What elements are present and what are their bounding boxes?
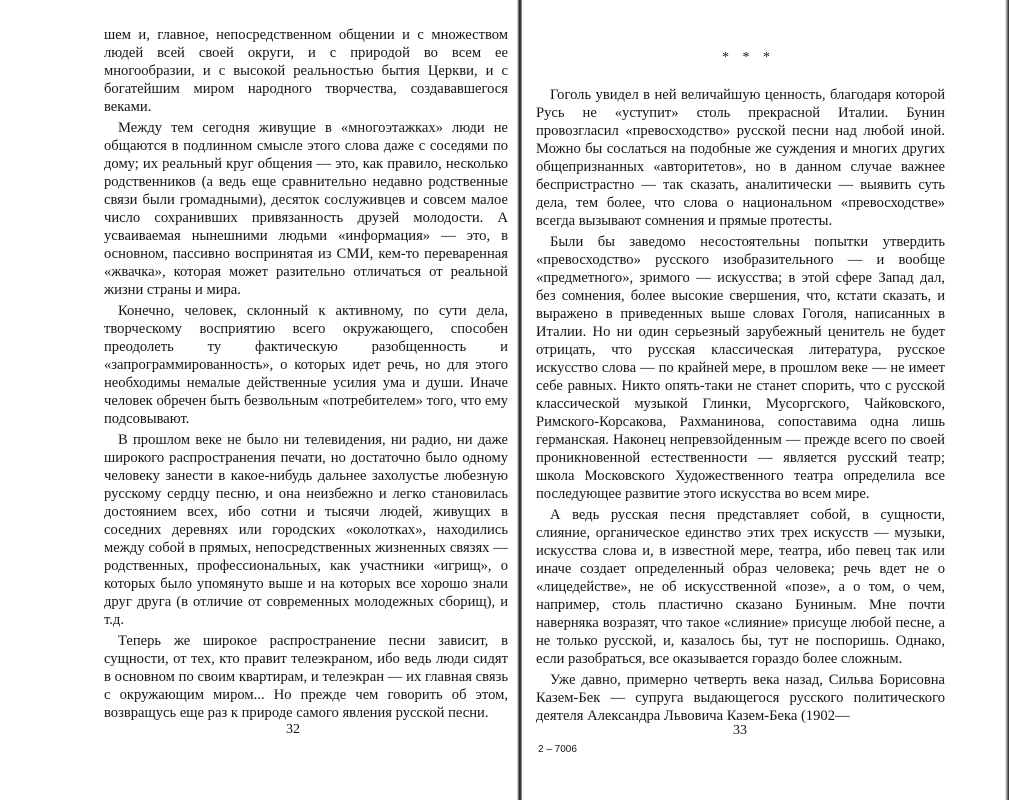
- paragraph: В прошлом веке не было ни телевидения, ни радио, ни даже широкого распространения печати, но достаточно было одному человеку занести в какое-нибудь дальнее захолустье любезную русскому сердцу песню, и она неизбежно и легко становилась достоянием всех, ибо сотни и тысячи людей, живущих в соседних деревнях или городских «околотках», находились между собой в прямых, непосредственных жизненных связях — родственных, профессиональных, как участники «игрищ», о которых было упомянуто выше и на которых все хорошо знали друг друга (в отличие от современных молодежных сборищ), и т.д.: [104, 432, 508, 628]
- paragraph: Были бы заведомо несостоятельны попытки утвердить «превосходство» русского изобразительного — и вообще «предметного», зримого — искусства; в этой сфере Запад дал, без сомнения, более высокие свершения, что, кстати сказать, и выражено в приведенных выше словах Гоголя, написанных в Италии. Но ни один серьезный зарубежный ценитель не будет отрицать, что русская классическая литература, русское искусство слова — по крайней мере, в прошлом веке — не имеет себе равных. Никто опять-таки не станет спорить, что с русской классической музыкой Глинки, Мусоргского, Чайковского, Римского-Корсакова, Рахманинова, сопоставима одна лишь германская. Наконец непревзойденным — прежде всего по своей проникновенной естественности — является русский театр; школа Московского Художественного театра определила все последующее развитие этого искусства во всем мире.: [536, 234, 945, 502]
- page-number-left: 32: [286, 722, 300, 737]
- paragraph: Уже давно, примерно четверть века назад, Сильва Борисовна Казем-Бек — супруга выдающегося русского политического деятеля Александра Львовича Казем-Бека (1902—: [536, 672, 945, 724]
- page-number-right: 33: [733, 723, 747, 738]
- left-page-text-block: [104, 26, 508, 725]
- printer-signature-mark: 2 – 7006: [538, 744, 577, 755]
- right-page: [522, 0, 1009, 800]
- paragraph: Конечно, человек, склонный к активному, по сути дела, творческому восприятию всего окружающего, способен преодолеть ту фактическую разобщенность и «запрограммированность», о которых идет речь, но для этого необходимы немалые действенные усилия ума и души. Иначе человек обречен быть безвольным «потребителем» того, что ему подсовывают.: [104, 303, 508, 427]
- right-page-text-block: [536, 86, 945, 728]
- paragraph: Гоголь увидел в ней величайшую ценность, благодаря которой Русь не «уступит» столь прекрасной Италии. Бунин провозгласил «превосходство» русской песни над любой иной. Можно бы сослаться на подобные же суждения и многих других общепризнанных «авторитетов», но в данном случае важнее беспристрастно — так сказать, аналитически — выявить суть дела, тем более, что слова о национальном «превосходстве» всегда вызывают сомнения и прямые протесты.: [536, 87, 945, 229]
- paragraph: А ведь русская песня представляет собой, в сущности, слияние, органическое единство этих трех искусств — музыки, искусства слова и, в известной мере, театра, ибо певец так или иначе создает определенный образ человека; речь вдет не о «лицедействе», не об искусственной «позе», а о том, о чем, например, столь пластично сказано Буниным. Мне почти наверняка возразят, что такое «слияние» присуще любой песне, а не только русской, и, казалось бы, тут не поспоришь. Однако, если разобраться, все оказывается гораздо более сложным.: [536, 507, 945, 667]
- section-separator-stars: * * *: [722, 50, 775, 65]
- paragraph: шем и, главное, непосредственном общении и с множеством людей всей своей округи, и с природой во всем ее многообразии, и с высокой реальностью бытия Церкви, и с богатейшим миром народного творчества, создававшегося веками.: [104, 27, 508, 115]
- right-page-edge-shadow: [1005, 0, 1009, 800]
- paragraph: Теперь же широкое распространение песни зависит, в сущности, от тех, кто правит телеэкраном, ибо ведь люди сидят в основном по своим квартирам, и телеэкран — их главная связь с окружающим миром... Но прежде чем говорить об этом, возвращусь еще раз к природе самого явления русской песни.: [104, 633, 508, 721]
- paragraph: Между тем сегодня живущие в «многоэтажках» люди не общаются в подлинном смысле этого слова даже с соседями по дому; их реальный круг общения — это, как правило, несколько родственников (а ведь еще сравнительно недавно родственные связи были громадными), десяток сослуживцев и совсем малое число сохранивших привязанность друзей молодости. А усваиваемая нынешними людьми «информация» — это, в основном, пассивно воспринятая из СМИ, кем-то переваренная «жвачка», которая может разительно отличаться от реальной жизни страны и мира.: [104, 120, 508, 298]
